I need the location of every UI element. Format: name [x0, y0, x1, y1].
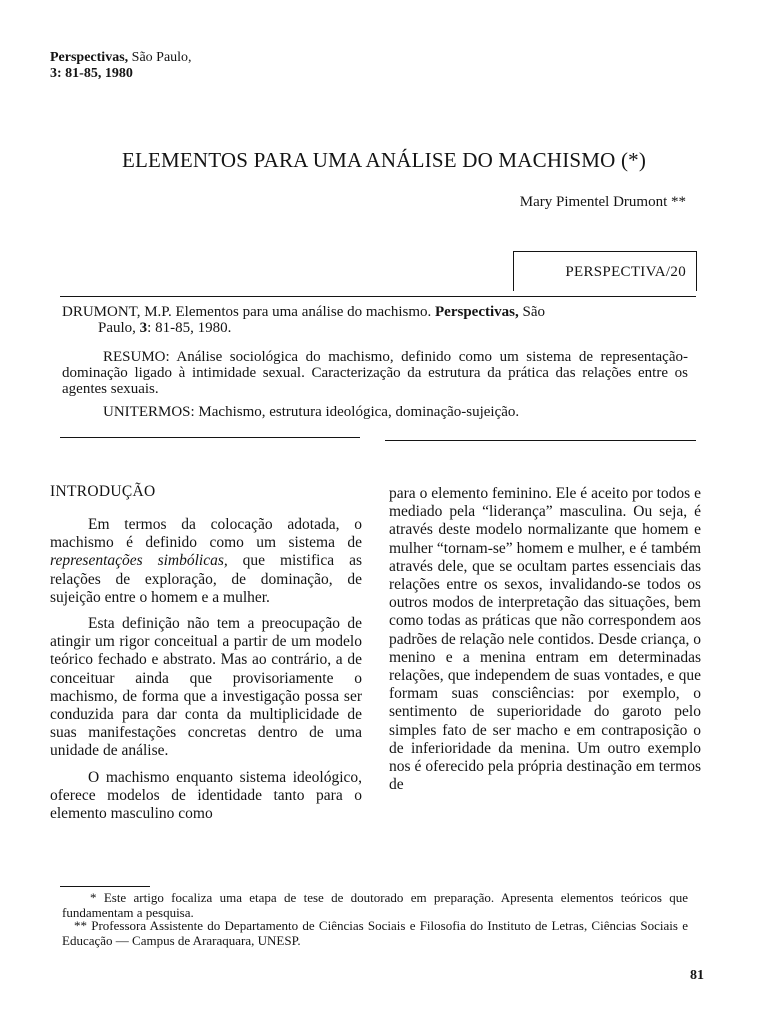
top-divider: [60, 296, 696, 297]
footnote-marker: *: [90, 890, 97, 905]
footnote-text: Este artigo focaliza uma etapa de tese de doutorado em preparação. Apresenta elementos teóricos que fundamentam a pesquisa.: [62, 890, 688, 920]
journal-citation-header: [50, 50, 192, 82]
article-author: Mary Pimentel Drumont **: [519, 194, 686, 210]
keywords: [103, 404, 519, 421]
body-paragraph: para o elemento feminino. Ele é aceito por todos e mediado pela “liderança” masculina. Ou seja, é através deste modelo normalizante que homem e mulher “tornam-se” homem e mulher, e é também através dele, que se ocultam partes essenciais das relações entre os sexos, invalidando-se todos os outros modos de interpretação das situações, bem como todas as práticas que não correspondem aos padrões de relação nele contidos. Desde criança, o menino e a menina entram em determinadas relações, que independem de suas vontades, e que formam suas consciências: por exemplo, o sentimento de superioridade do garoto pelo simples fato de ser macho e em contraposição o de inferioridade da menina. Um outro exemplo nos é oferecido pela própria destinação em termos de: [389, 485, 702, 794]
ref-author: DRUMONT, M.P.: [62, 304, 172, 320]
footnote-marker: **: [74, 918, 87, 933]
ref-place: São: [518, 304, 545, 320]
ref-place-cont: Paulo,: [98, 320, 140, 336]
journal-name: Perspectivas,: [50, 50, 129, 65]
article-title: ELEMENTOS PARA UMA ANÁLISE DO MACHISMO (*): [121, 148, 647, 172]
abstract-divider-right: [385, 440, 696, 441]
abstract-text: Análise sociológica do machismo, definido como um sistema de representação-dominação ligado à intimidade sexual. Caracterização da estrutura da prática das relações entre os agentes sexuais.: [62, 349, 688, 397]
series-box-top-border: [513, 251, 697, 252]
series-box-right-border: [696, 251, 697, 291]
ref-journal: Perspectivas,: [435, 304, 519, 320]
body-right-column: [389, 485, 701, 794]
keywords-text: Machismo, estrutura ideológica, dominação-sujeição.: [198, 404, 520, 420]
journal-city: São Paulo,: [128, 50, 192, 65]
abstract-divider-left: [60, 437, 360, 438]
section-heading: INTRODUÇÃO: [50, 483, 156, 500]
paragraph-text: que mistifica as relações de exploração, de dominação, de sujeição entre o homem e a mulher.: [50, 552, 362, 606]
body-paragraph: [50, 516, 362, 607]
journal-issue: 3: 81-85, 1980: [50, 66, 133, 81]
footnote-divider: [60, 886, 150, 887]
body-paragraph: O machismo enquanto sistema ideológico, oferece modelos de identidade tanto para o elemento masculino como: [50, 768, 362, 823]
abstract: [62, 349, 688, 397]
keywords-label: UNITERMOS:: [103, 404, 199, 420]
bibliographic-reference: [62, 304, 688, 336]
footnote-text: Professora Assistente do Departamento de Ciências Sociais e Filosofia do Instituto de Letras, Ciências Sociais e Educação — Campus de Araraquara, UNESP.: [62, 918, 688, 948]
ref-pages: : 81-85, 1980.: [147, 320, 232, 336]
ref-title: Elementos para uma análise do machismo.: [171, 304, 436, 320]
emphasis-text: representações simbólicas,: [50, 552, 228, 570]
ref-volume: 3: [139, 320, 148, 336]
abstract-label: RESUMO:: [103, 349, 177, 365]
body-left-column: [50, 500, 362, 823]
paragraph-text: Em termos da colocação adotada, o machismo é definido como um sistema de: [50, 516, 362, 552]
body-paragraph: Esta definição não tem a preocupação de atingir um rigor conceitual a partir de um modelo teórico fechado e abstrato. Mas ao contrário, a de conceituar ainda que provisoriamente o machismo, de forma que a investigação possa ser conduzida para dar conta da multiplicidade de suas manifestações concretas dentro de uma unidade de análise.: [50, 615, 362, 760]
series-label: PERSPECTIVA/20: [565, 264, 686, 280]
footnote-1: [62, 890, 688, 920]
page-number: 81: [690, 968, 704, 983]
footnote-2: [62, 918, 688, 948]
